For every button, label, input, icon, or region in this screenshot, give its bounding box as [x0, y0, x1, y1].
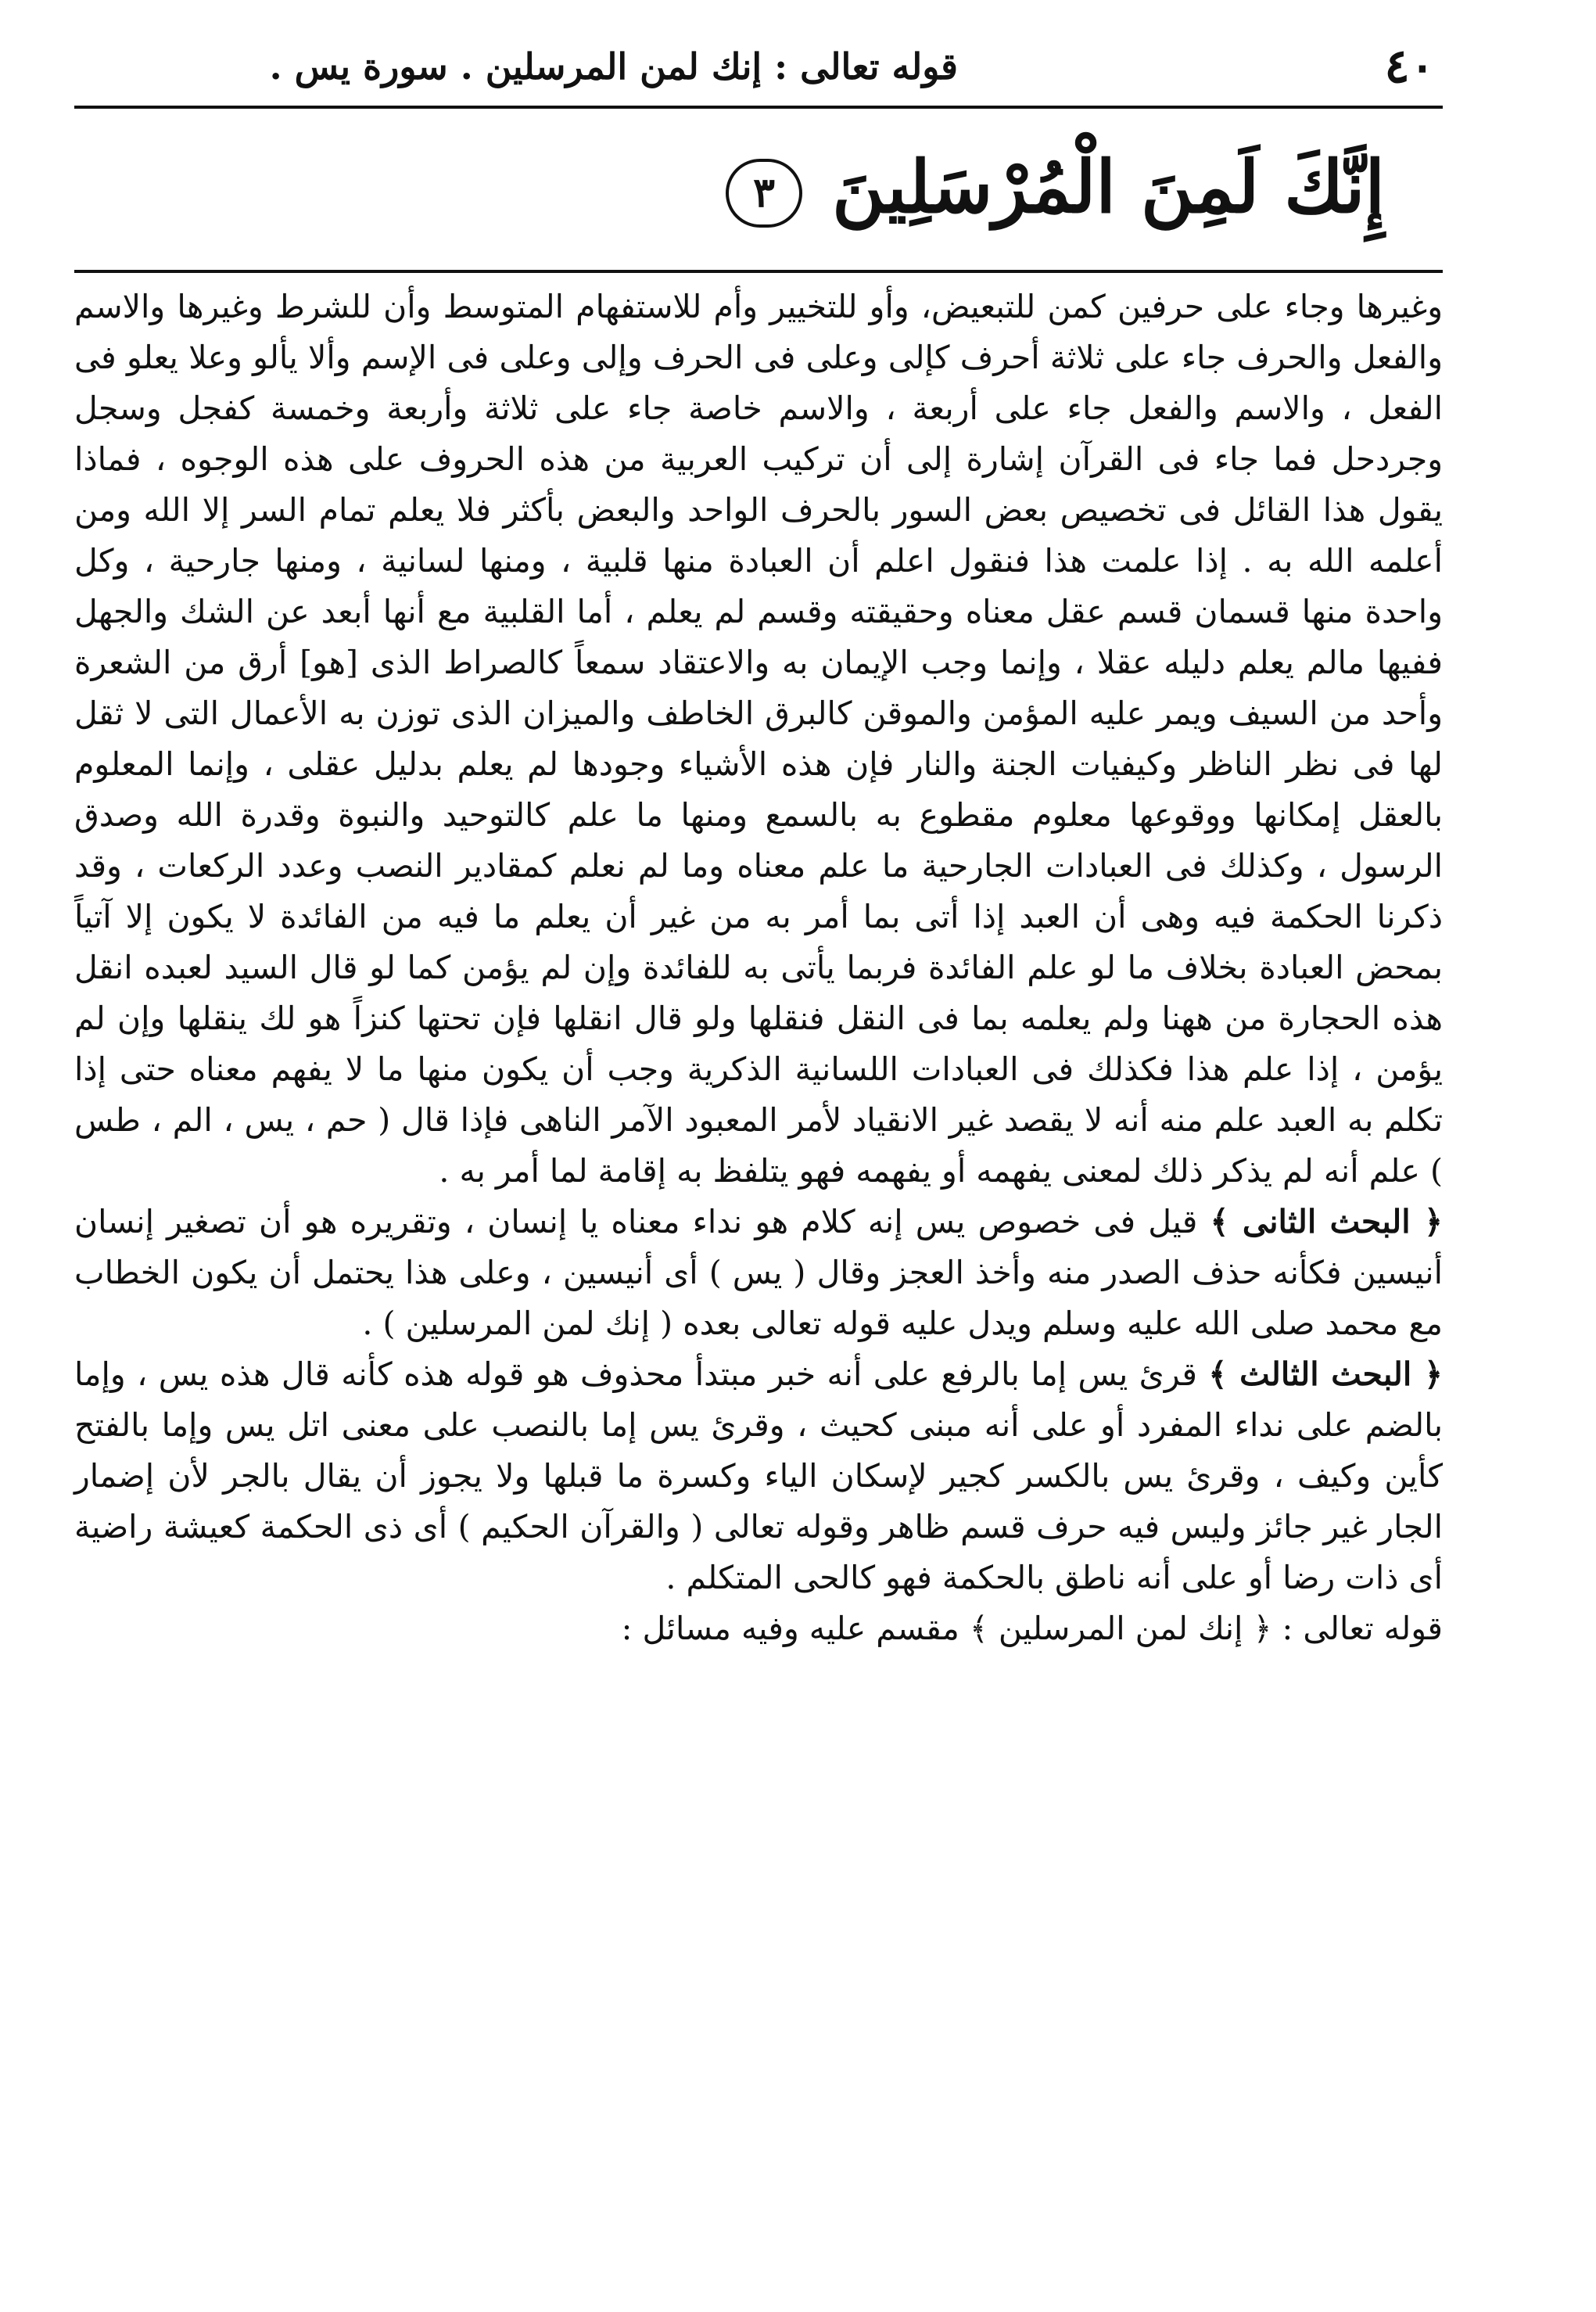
- paragraph: [74, 282, 1443, 1197]
- paragraph: [74, 1603, 1443, 1654]
- section-lead: ﴿ البحث الثالث ﴾: [1208, 1355, 1443, 1393]
- verse-heading: [726, 145, 1385, 229]
- paragraph-text: قرئ يس إما بالرفع على أنه خبر مبتدأ محذوف هو قوله هذه كأنه قال هذه يس ، وإما بالضم على نداء المفرد أو على أنه مبنى كحيث ، وقرئ يس إما بالنصب على معنى اتل يس وإما بالفتح كأين وكيف ، وقرئ يس بالكسر كجير لإسكان الياء وكسرة ما قبلها ولا يجوز أن يقال بالجر لأن إضمار الجار غير جائز وليس فيه حرف قسم ظاهر وقوله تعالى ( والقرآن الحكيم ) أى ذى الحكمة كعيشة راضية أى ذات رضا أو على أنه ناطق بالحكمة فهو كالحى المتكلم .: [74, 1355, 1443, 1596]
- paragraph-text: قيل فى خصوص يس إنه كلام هو نداء معناه يا إنسان ، وتقريره هو أن تصغير إنسان أنيسين فكأنه حذف الصدر منه وأخذ العجز وقال ( يس ) أى أنيسين ، وعلى هذا يحتمل أن يكون الخطاب مع محمد صلى الله عليه وسلم ويدل عليه قوله تعالى بعده ( إنك لمن المرسلين ) .: [74, 1203, 1443, 1342]
- verse-text: إِنَّكَ لَمِنَ الْمُرْسَلِينَ: [832, 145, 1385, 229]
- header-rule: [74, 106, 1443, 109]
- paragraph: [74, 1197, 1443, 1349]
- paragraph-text: وغيرها وجاء على حرفين كمن للتبعيض، وأو للتخيير وأم للاستفهام المتوسط وأن للشرط وغيرها والاسم والفعل والحرف جاء على ثلاثة أحرف كإلى وعلى فى الحرف وإلى وعلى فى الإسم وألا يألو وعلا يعلو فى الفعل ، والاسم والفعل جاء على أربعة ، والاسم خاصة جاء على ثلاثة وأربعة وخمسة كفجل وسجل وجردحل فما جاء فى القرآن إشارة إلى أن تركيب العربية من هذه الحروف على هذه الوجوه ، فماذا يقول هذا القائل فى تخصيص بعض السور بالحرف الواحد والبعض بأكثر فلا يعلم تمام السر إلا الله ومن أعلمه الله به . إذا علمت هذا فنقول اعلم أن العبادة منها قلبية ، ومنها لسانية ، ومنها جارحية ، وكل واحدة منها قسمان قسم عقل معناه وحقيقته وقسم لم يعلم ، أما القلبية مع أنها أبعد عن الشك والجهل ففيها مالم يعلم دليله عقلا ، وإنما وجب الإيمان به والاعتقاد سمعاً كالصراط الذى [هو] أرق من الشعرة وأحد من السيف ويمر عليه المؤمن والموقن كالبرق الخاطف والميزان الذى توزن به الأعمال التى لا ثقل لها فى نظر الناظر وكيفيات الجنة والنار فإن هذه الأشياء وجودها لم يعلم بدليل عقلى ، وإنما المعلوم بالعقل إمكانها ووقوعها معلوم مقطوع به بالسمع ومنها ما علم كالتوحيد والنبوة وقدرة الله وصدق الرسول ، وكذلك فى العبادات الجارحية ما علم معناه وما لم نعلم كمقادير النصب وعدد الركعات ، وقد ذكرنا الحكمة فيه وهى أن العبد إذا أتى بما أمر به من غير أن يعلم ما فيه من الفائدة لا يكون إلا آتياً بمحض العبادة بخلاف ما لو علم الفائدة فربما يأتى به للفائدة وإن لم يؤمن كما لو قال السيد لعبده انقل هذه الحجارة من ههنا ولم يعلمه بما فى النقل فنقلها ولو قال انقلها فإن تحتها كنزاً هو لك ينقلها وإن لم يؤمن ، إذا علم هذا فكذلك فى العبادات اللسانية الذكرية وجب أن يكون منها ما لا يفهم معناه حتى إذا تكلم به العبد علم منه أنه لا يقصد غير الانقياد لأمر المعبود الآمر الناهى فإذا قال ( حم ، يس ، الم ، طس ) علم أنه لم يذكر ذلك لمعنى يفهمه أو يفهمه فهو يتلفظ به إقامة لما أمر به .: [74, 288, 1443, 1190]
- verse-number-badge: ٣: [726, 159, 802, 228]
- running-header: [74, 31, 1443, 102]
- running-title: قوله تعالى : إنك لمن المرسلين . سورة يس .: [269, 45, 958, 88]
- page-number: ٤٠: [1384, 39, 1435, 94]
- body-text: [74, 282, 1443, 1654]
- paragraph-text: قوله تعالى : ﴿ إنك لمن المرسلين ﴾ مقسم عليه وفيه مسائل :: [621, 1610, 1443, 1647]
- paragraph: [74, 1349, 1443, 1603]
- section-lead: ﴿ البحث الثانى ﴾: [1210, 1203, 1444, 1240]
- verse-rule: [74, 270, 1443, 273]
